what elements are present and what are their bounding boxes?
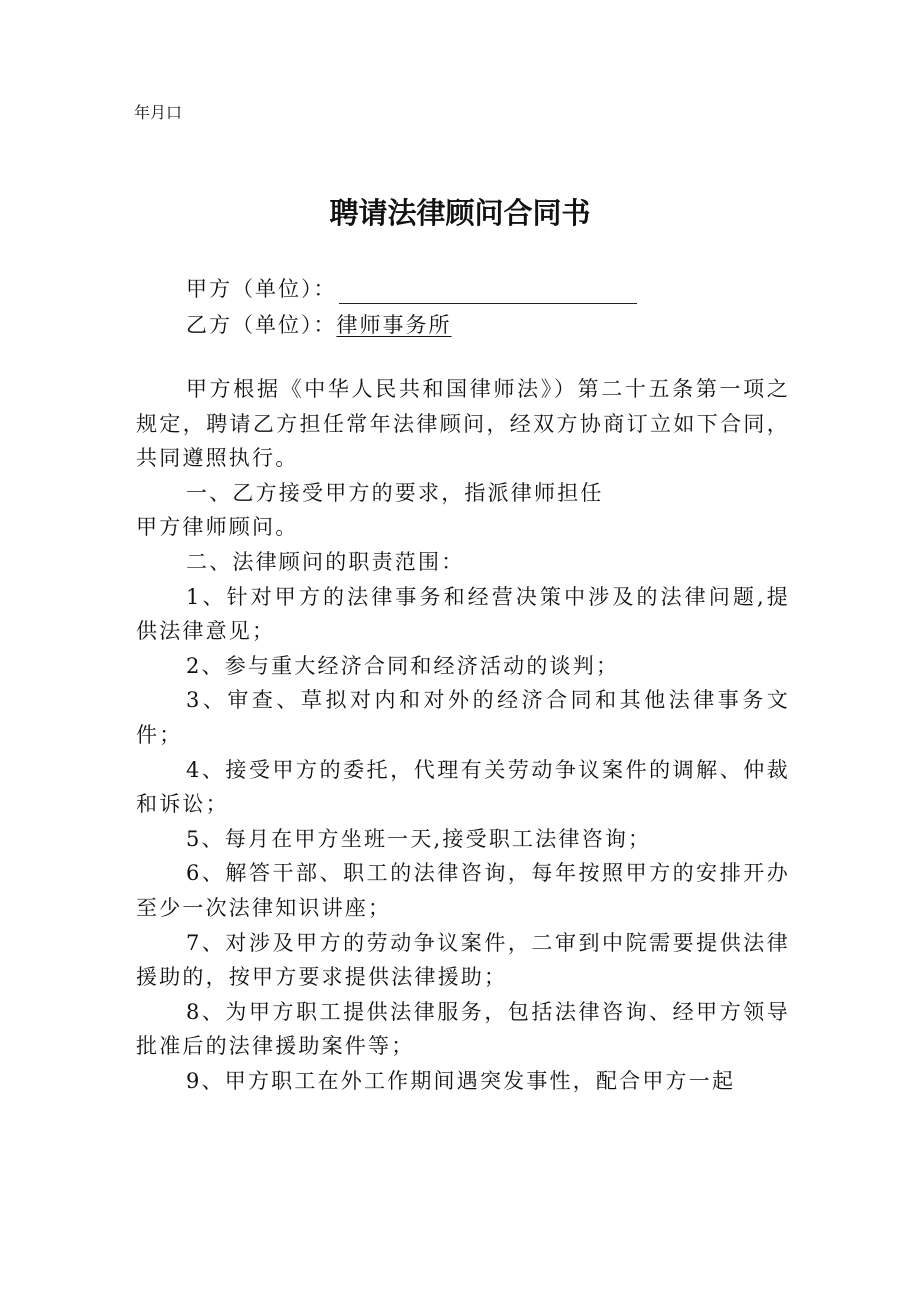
list-item: 6、解答干部、职工的法律咨询，每年按照甲方的安排开办至少一次法律知识讲座； xyxy=(136,861,790,920)
paragraph-clause-2: 二、法律顾问的职责范围： xyxy=(186,549,465,574)
party-b-label: 乙方（单位）： xyxy=(186,313,337,337)
list-item: 8、为甲方职工提供法律服务，包括法律咨询、经甲方领导批准后的法律援助案件等； xyxy=(136,999,790,1059)
list-item: 2、参与重大经济合同和经济活动的谈判； xyxy=(186,653,620,678)
paragraph-preamble: 甲方根据《中华人民共和国律师法》）第二十五条第一项之规定，聘请乙方担任常年法律顾问，经双方协商订立如下合同，共同遵照执行。 xyxy=(136,377,790,471)
party-a-blank xyxy=(339,281,637,304)
party-a-label: 甲方（单位）： xyxy=(186,277,337,301)
party-b-value: 律师事务所 xyxy=(336,313,452,337)
list-item: 7、对涉及甲方的劳动争议案件，二审到中院需要提供法律援助的，按甲方要求提供法律援助； xyxy=(136,930,790,990)
document-title: 聘请法律顾问合同书 xyxy=(329,196,591,230)
party-b-line xyxy=(186,310,452,340)
contract-body xyxy=(136,372,790,1098)
list-item: 9、甲方职工在外工作期间遇突发事性，配合甲方一起 xyxy=(186,1068,736,1093)
list-item: 4、接受甲方的委托，代理有关劳动争议案件的调解、仲裁和诉讼； xyxy=(136,757,790,817)
list-item: 1、针对甲方的法律事务和经营决策中涉及的法律问题,提供法律意见； xyxy=(136,584,790,644)
paragraph-clause-1: 一、乙方接受甲方的要求，指派律师担任 xyxy=(186,480,604,505)
date-note: 年月口 xyxy=(134,103,183,122)
paragraph-clause-1-cont: 甲方律师顾问。 xyxy=(136,515,299,540)
list-item: 5、每月在甲方坐班一天,接受职工法律咨询； xyxy=(186,826,652,851)
list-item: 3、审查、草拟对内和对外的经济合同和其他法律事务文件； xyxy=(136,688,790,747)
party-a-line xyxy=(186,274,637,304)
